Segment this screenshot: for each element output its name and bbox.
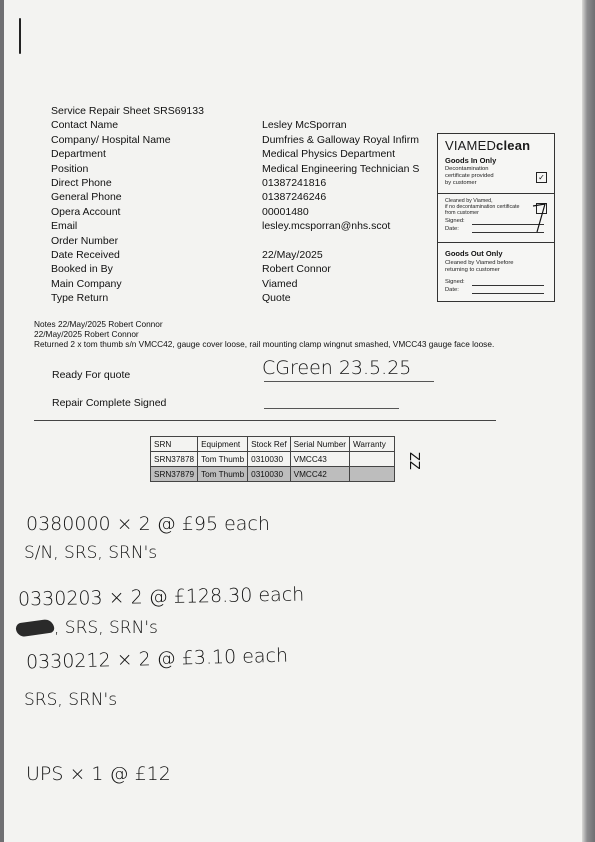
field-value: Medical Physics Department <box>262 148 396 161</box>
viamed-clean-logo: VIAMEDclean <box>445 138 531 153</box>
column-header: Equipment <box>198 437 248 452</box>
field-value: 01387241816 <box>262 177 327 190</box>
table-cell: 0310030 <box>248 467 291 482</box>
field-label: Type Return <box>51 292 109 305</box>
table-cell: 0310030 <box>248 452 291 467</box>
signed-label: Signed: <box>445 218 465 224</box>
table-cell: Tom Thumb <box>198 452 248 467</box>
box-divider <box>438 242 554 243</box>
field-label: Direct Phone <box>51 177 112 190</box>
column-header: Stock Ref <box>248 437 291 452</box>
goods-in-text: Decontamination certificate provided by customer <box>445 166 494 186</box>
table-cell: VMCC43 <box>290 452 349 467</box>
column-header: Serial Number <box>290 437 349 452</box>
cleaned-text: Cleaned by Viamed, if no decontamination certificate from customer <box>445 198 520 216</box>
handwritten-line: SRS, SRN's <box>24 690 118 710</box>
date-label: Date: <box>445 226 459 232</box>
viamed-clean-stamp <box>437 133 555 302</box>
table-cell: SRN37878 <box>151 452 198 467</box>
field-value: 01387246246 <box>262 191 327 204</box>
handwritten-line: 0380000 × 2 @ £95 each <box>26 513 270 535</box>
field-value: lesley.mcsporran@nhs.scot <box>262 220 391 233</box>
table-cell <box>349 467 394 482</box>
page-edge-shadow <box>582 0 595 842</box>
field-label: Opera Account <box>51 205 121 218</box>
field-label: Department <box>51 148 106 161</box>
field-label: Order Number <box>51 234 119 247</box>
field-value: Dumfries & Galloway Royal Infirm <box>262 133 419 146</box>
field-label: Company/ Hospital Name <box>51 133 171 146</box>
goods-out-title: Goods Out Only <box>445 249 503 258</box>
field-label: General Phone <box>51 191 122 204</box>
contact-fields <box>51 104 434 306</box>
field-label: Date Received <box>51 249 120 262</box>
date-label-out: Date: <box>445 287 459 293</box>
warranty-handwritten: ZZ <box>406 452 421 470</box>
field-label: Booked in By <box>51 263 113 276</box>
handwritten-line: UPS × 1 @ £12 <box>26 763 171 785</box>
table-header-row <box>151 437 395 452</box>
field-label: Email <box>51 220 78 233</box>
pen-mark <box>19 18 21 54</box>
field-label: Contact Name <box>51 119 119 132</box>
pen-stroke <box>531 202 549 234</box>
field-value: 22/May/2025 <box>262 249 323 262</box>
table-cell: SRN37879 <box>151 467 198 482</box>
ready-for-quote-label: Ready For quote <box>52 369 131 381</box>
table-cell: VMCC42 <box>290 467 349 482</box>
notes-line: Returned 2 x tom thumb s/n VMCC42, gauge cover loose, rail mounting clamp wingnut smashed, VMCC43 gauge face loose. <box>34 339 495 350</box>
separator-line <box>34 420 496 421</box>
ready-signature-line <box>264 381 434 382</box>
handwritten-line: , SRS, SRN's <box>54 618 158 638</box>
scribble-blot <box>15 618 55 637</box>
decon-checkbox: ✓ <box>536 172 547 183</box>
goods-in-title: Goods In Only <box>445 156 497 165</box>
handwritten-line: S/N, SRS, SRN's <box>24 543 158 563</box>
field-value <box>262 234 434 248</box>
goods-out-text: Cleaned by Viamed before returning to customer <box>445 260 514 273</box>
field-value: Robert Connor <box>262 263 331 276</box>
sheet-title: Service Repair Sheet SRS69133 <box>51 105 204 117</box>
field-value: Quote <box>262 292 291 305</box>
column-header: Warranty <box>349 437 394 452</box>
table-row <box>151 452 395 467</box>
date-line-out <box>472 293 544 294</box>
table-cell: Tom Thumb <box>198 467 248 482</box>
repair-signature-line <box>264 408 399 409</box>
notes-line: 22/May/2025 Robert Connor <box>34 329 139 340</box>
field-label: Main Company <box>51 277 122 290</box>
field-value: Medical Engineering Technician S <box>262 162 420 175</box>
repair-sheet-page <box>4 0 582 842</box>
field-label: Position <box>51 162 89 175</box>
box-divider <box>438 193 554 194</box>
table-cell <box>349 452 394 467</box>
notes <box>34 319 494 350</box>
parts-table <box>150 436 395 482</box>
field-value: Lesley McSporran <box>262 119 347 132</box>
handwritten-line: 0330212 × 2 @ £3.10 each <box>25 644 289 674</box>
handwritten-line: 0330203 × 2 @ £128.30 each <box>17 583 305 611</box>
signed-line-out <box>472 285 544 286</box>
notes-line: Notes 22/May/2025 Robert Connor <box>34 319 163 329</box>
field-value: Viamed <box>262 277 298 290</box>
repair-complete-label: Repair Complete Signed <box>52 397 167 409</box>
column-header: SRN <box>151 437 198 452</box>
table-row <box>151 467 395 482</box>
field-value: 00001480 <box>262 205 309 218</box>
ready-signature: CGreen 23.5.25 <box>262 357 412 379</box>
signed-label-out: Signed: <box>445 279 465 285</box>
